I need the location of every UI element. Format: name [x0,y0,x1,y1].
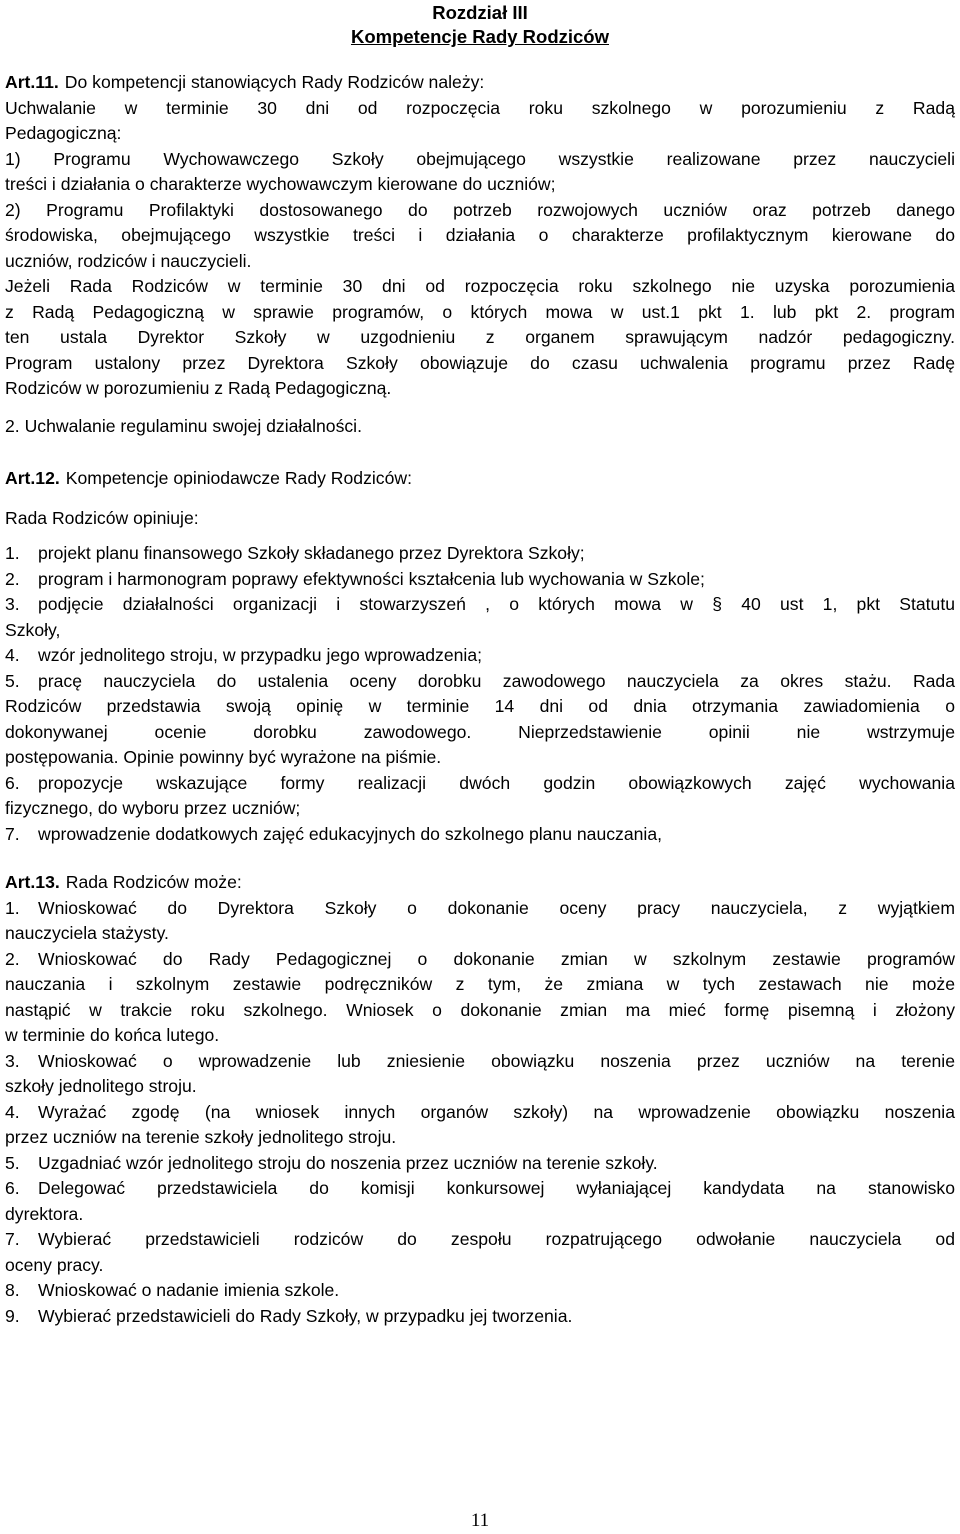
list-item-cont: dokonywanej ocenie dorobku zawodowego. Nieprzedstawienie opinii nie wstrzymuje [5,721,955,742]
item-number: 6. [5,1178,20,1198]
chapter-heading: Rozdział III [432,2,528,23]
article-12-sub [5,506,955,532]
item-number: 3. [5,594,20,614]
article-11 [5,70,955,402]
paragraph-line: Pedagogiczną: [5,123,122,143]
paragraph-line: uczniów, rodziców i nauczycieli. [5,250,252,271]
article-intro: Kompetencje opiniodawcze Rady Rodziców: [65,468,412,488]
list-item: Wnioskować do Rady Pedagogicznej o dokonanie zmian w szkolnym zestawie programów [38,948,955,969]
item-number: 8. [5,1280,20,1300]
paragraph-line: Jeżeli Rada Rodziców w terminie 30 dni od rozpoczęcia roku szkolnego nie uzyska porozumienia [5,276,955,296]
list-item-cont: Rodziców przedstawia swoją opinię w terminie 14 dni od dnia otrzymania zawiadomienia o [5,696,955,716]
article-11-point-2 [5,414,955,440]
subheading: Rada Rodziców opiniuje: [5,508,199,528]
list-item: wprowadzenie dodatkowych zajęć edukacyjnych do szkolnego planu nauczania, [38,823,662,844]
list-item: program i harmonogram poprawy efektywności kształcenia lub wychowania w Szkole; [38,568,705,589]
list-item: Delegować przedstawiciela do komisji konkursowej wyłaniającej kandydata na stanowisko [38,1178,955,1198]
list-item-cont: w terminie do końca lutego. [5,1025,220,1045]
point-number: 2. [5,416,20,436]
list-item-cont: oceny pracy. [5,1254,104,1275]
list-item: pracę nauczyciela do ustalenia oceny dorobku zawodowego nauczyciela za okres stażu. Rada [38,670,955,691]
item-number: 1. [5,543,20,563]
item-number: 7. [5,1229,20,1249]
list-item-cont: nastąpić w trakcie roku szkolnego. Wniosek o dokonanie zmian ma mieć formę pisemną i złożony [5,999,955,1020]
article-12-list [5,541,955,847]
article-12 [5,466,955,492]
item-number: 2. [5,948,20,969]
list-item: Wnioskować o wprowadzenie lub zniesienie obowiązku noszenia przez uczniów na terenie [38,1050,955,1071]
list-item-cont: szkoły jednolitego stroju. [5,1076,197,1096]
list-item-cont: postępowania. Opinie powinny być wyrażone na piśmie. [5,747,442,767]
list-item: Uzgadniać wzór jednolitego stroju do noszenia przez uczniów na terenie szkoły. [38,1152,658,1173]
list-item: Wnioskować do Dyrektora Szkoły o dokonanie oceny pracy nauczyciela, z wyjątkiem [38,897,955,918]
chapter-title: Kompetencje Rady Rodziców [350,26,609,47]
point-text: Uchwalanie regulaminu swojej działalności. [24,416,362,436]
list-item: podjęcie działalności organizacji i stowarzyszeń , o których mowa w § 40 ust 1, pkt Statutu [38,594,955,614]
paragraph-line: 1) Programu Wychowawczego Szkoły obejmującego wszystkie realizowane przez nauczycieli [5,148,955,169]
item-number: 5. [5,1152,20,1173]
paragraph-line: Uchwalanie w terminie 30 dni od rozpoczęcia roku szkolnego w porozumieniu z Radą [5,97,955,118]
list-item: propozycje wskazujące formy realizacji dwóch godzin obowiązkowych zajęć wychowania [38,772,955,793]
paragraph-line: ten ustala Dyrektor Szkoły w uzgodnieniu z organem sprawującym nadzór pedagogiczny. [5,327,955,347]
list-item-cont: Szkoły, [5,619,61,640]
list-item: Wnioskować o nadanie imienia szkole. [38,1280,340,1300]
paragraph-line: Rodziców w porozumieniu z Radą Pedagogiczną. [5,378,392,398]
paragraph-line: Program ustalony przez Dyrektora Szkoły obowiązuje do czasu uchwalenia programu przez Radę [5,352,955,373]
item-number: 5. [5,670,20,691]
paragraph-line: treści i działania o charakterze wychowawczym kierowane do uczniów; [5,174,556,194]
article-label: Art.11. [5,72,59,92]
list-item-cont: nauczania i szkolnym zestawie podręczników z tym, że zmiana w tych zestawach nie może [5,974,955,994]
article-label: Art.12. [5,468,60,488]
list-item-cont: przez uczniów na terenie szkoły jednolitego stroju. [5,1127,397,1147]
list-item-cont: dyrektora. [5,1203,84,1224]
item-number: 3. [5,1050,20,1071]
list-item: Wyrażać zgodę (na wniosek innych organów szkoły) na wprowadzenie obowiązku noszenia [38,1101,955,1122]
item-number: 2. [5,568,20,589]
paragraph-line: środowiska, obejmującego wszystkie treści i działania o charakterze profilaktycznym kierowane do [5,225,955,245]
paragraph-line: z Radą Pedagogiczną w sprawie programów, o których mowa w ust.1 pkt 1. lub pkt 2. program [5,301,955,322]
page-number: 11 [470,1510,490,1531]
item-number: 7. [5,823,20,844]
list-item: Wybierać przedstawicieli do Rady Szkoły, w przypadku jej tworzenia. [38,1305,573,1326]
item-number: 6. [5,772,20,793]
list-item-cont: fizycznego, do wyboru przez uczniów; [5,798,301,818]
article-13 [5,870,955,1329]
item-number: 1. [5,897,20,918]
item-number: 4. [5,645,20,665]
article-intro: Do kompetencji stanowiących Rady Rodziców należy: [64,72,485,92]
list-item: wzór jednolitego stroju, w przypadku jego wprowadzenia; [38,645,482,665]
paragraph-line: 2) Programu Profilaktyki dostosowanego do potrzeb rozwojowych uczniów oraz potrzeb danego [5,199,955,220]
article-label: Art.13. [5,872,60,892]
item-number: 4. [5,1101,20,1122]
list-item: projekt planu finansowego Szkoły składanego przez Dyrektora Szkoły; [38,543,585,563]
item-number: 9. [5,1305,20,1326]
article-intro: Rada Rodziców może: [65,872,242,892]
list-item-cont: nauczyciela stażysty. [5,923,169,943]
list-item: Wybierać przedstawicieli rodziców do zespołu rozpatrującego odwołanie nauczyciela od [38,1229,955,1249]
